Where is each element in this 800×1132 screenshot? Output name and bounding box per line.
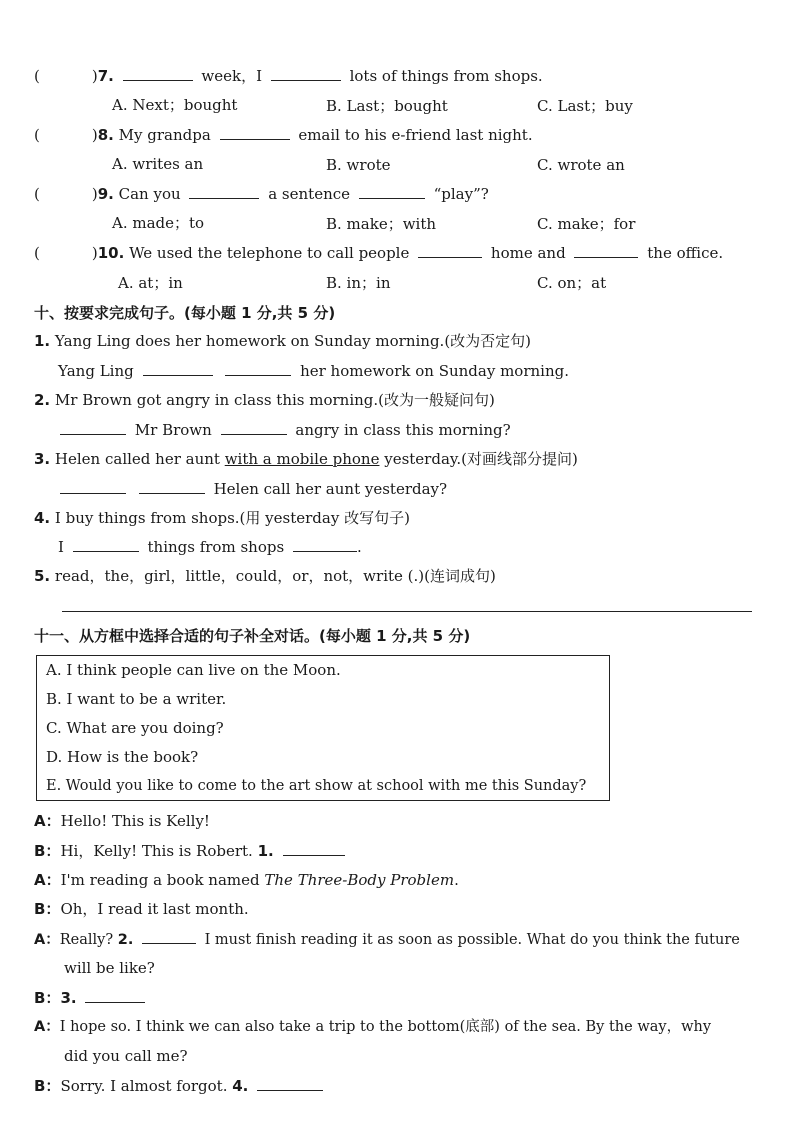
- dialog-line-1: A：Hello! This is Kelly!: [34, 812, 210, 830]
- blank[interactable]: [220, 125, 290, 140]
- choice-b: B. I want to be a writer.: [46, 690, 227, 708]
- question-number: 7.: [97, 67, 114, 85]
- option-c[interactable]: C. make；for: [537, 215, 636, 233]
- blank[interactable]: [143, 361, 213, 376]
- option-b[interactable]: B. wrote: [326, 156, 391, 174]
- s10-answer-1: Yang Ling her homework on Sunday morning.: [58, 362, 570, 380]
- dialog-line-4: B：Oh，I read it last month.: [34, 900, 249, 918]
- choice-e: E. Would you like to come to the art show at school with me this Sunday?: [46, 778, 587, 794]
- dialog-line-6: B：3.: [34, 988, 149, 1008]
- blank[interactable]: [418, 243, 482, 258]
- dialog-line-5-cont: will be like?: [64, 959, 155, 977]
- option-a[interactable]: A. made；to: [112, 214, 205, 232]
- choice-c: C. What are you doing?: [46, 719, 224, 737]
- dialog-line-7: A：I hope so. I think we can also take a trip to the bottom(底部) of the sea. By the way，why: [34, 1019, 712, 1035]
- option-c[interactable]: C. Last；buy: [537, 97, 633, 115]
- blank[interactable]: [139, 479, 205, 494]
- blank[interactable]: [574, 243, 638, 258]
- option-c[interactable]: C. wrote an: [537, 156, 625, 174]
- answer-paren[interactable]: ( ): [34, 185, 98, 203]
- blank[interactable]: [221, 420, 287, 435]
- choice-d: D. How is the book?: [46, 748, 199, 766]
- blank[interactable]: [257, 1076, 323, 1091]
- question-number: 8.: [97, 126, 114, 144]
- option-a[interactable]: A. writes an: [112, 155, 204, 173]
- dialog-line-7-cont: did you call me?: [64, 1047, 188, 1065]
- blank[interactable]: [85, 988, 145, 1003]
- blank[interactable]: [60, 420, 126, 435]
- blank[interactable]: [225, 361, 291, 376]
- question-8: ( )8. My grandpa email to his e-friend last night.: [34, 126, 533, 144]
- option-b[interactable]: B. in；in: [326, 274, 391, 292]
- question-number: 10.: [97, 244, 125, 262]
- option-a[interactable]: A. Next；bought: [112, 96, 238, 114]
- s10-question-1: 1. Yang Ling does her homework on Sunday morning.(改为否定句): [34, 332, 532, 350]
- blank[interactable]: [189, 184, 259, 199]
- option-c[interactable]: C. on；at: [537, 274, 607, 292]
- option-a[interactable]: A. at；in: [118, 274, 183, 292]
- blank[interactable]: [73, 537, 139, 552]
- dialog-line-5: A：Really? 2. I must finish reading it as soon as possible. What do you think the future: [34, 929, 740, 950]
- s10-answer-2: Mr Brown angry in class this morning?: [56, 420, 511, 440]
- s10-answer-3: Helen call her aunt yesterday?: [56, 479, 447, 499]
- blank[interactable]: [293, 537, 357, 552]
- s10-question-3: 3. Helen called her aunt with a mobile phone yesterday.(对画线部分提问): [34, 450, 578, 468]
- question-7: ( )7. week，I lots of things from shops.: [34, 67, 543, 85]
- dialog-line-3: A：I'm reading a book named The Three-Body Problem.: [34, 871, 459, 889]
- dialog-line-2: B：Hi，Kelly! This is Robert. 1.: [34, 841, 349, 861]
- s10-answer-4: I things from shops .: [58, 538, 362, 556]
- book-title: The Three-Body Problem: [264, 871, 455, 889]
- blank[interactable]: [123, 66, 193, 81]
- s10-question-5: 5. read，the，girl，little，could，or，not，write (.)(连词成句): [34, 567, 496, 585]
- blank[interactable]: [142, 929, 196, 944]
- answer-line[interactable]: [62, 611, 752, 612]
- dialog-line-8: B：Sorry. I almost forgot. 4.: [34, 1076, 327, 1096]
- blank[interactable]: [60, 479, 126, 494]
- answer-paren[interactable]: ( ): [34, 67, 98, 85]
- blank[interactable]: [359, 184, 425, 199]
- question-10: ( )10. We used the telephone to call people home and the office.: [34, 244, 724, 262]
- question-number: 9.: [97, 185, 114, 203]
- answer-paren[interactable]: ( ): [34, 244, 98, 262]
- option-b[interactable]: B. make；with: [326, 215, 437, 233]
- answer-paren[interactable]: ( ): [34, 126, 98, 144]
- option-b[interactable]: B. Last；bought: [326, 97, 448, 115]
- section-title: 十、按要求完成句子。(每小题 1 分,共 5 分): [34, 304, 336, 322]
- blank[interactable]: [283, 841, 345, 856]
- s10-question-4: 4. I buy things from shops.(用 yesterday 改写句子): [34, 509, 410, 527]
- s10-question-2: 2. Mr Brown got angry in class this morning.(改为一般疑问句): [34, 391, 495, 409]
- blank[interactable]: [271, 66, 341, 81]
- question-9: ( )9. Can you a sentence “play”?: [34, 185, 489, 203]
- choice-a: A. I think people can live on the Moon.: [46, 661, 341, 679]
- section-title: 十一、从方框中选择合适的句子补全对话。(每小题 1 分,共 5 分): [34, 627, 471, 645]
